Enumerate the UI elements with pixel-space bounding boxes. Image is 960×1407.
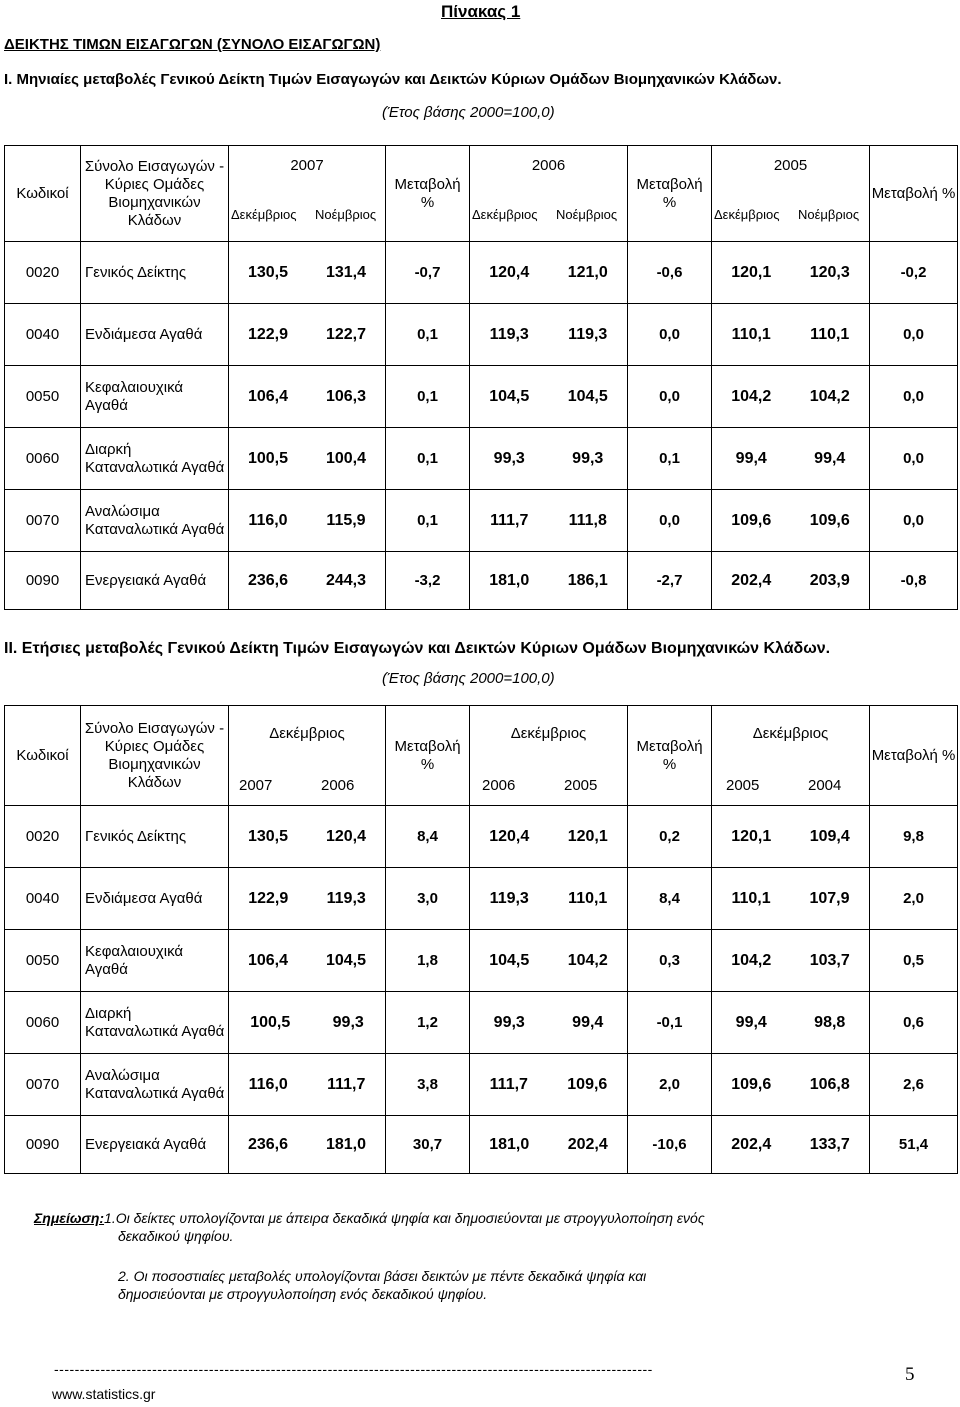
notes-heading: Σημείωση: [34,1210,105,1226]
change-value: -2,7 [628,552,712,610]
index-value: 120,3 [809,263,850,281]
col-group-header: Σύνολο Εισαγωγών - Κύριες Ομάδες Βιομηχανικών Κλάδων [81,146,229,242]
table-row [5,868,958,930]
change-header: Μεταβολή % [870,146,958,242]
year-label: 2005 [726,776,760,794]
value-pair-cell [712,304,870,366]
value-pair-cell [712,490,870,552]
index-value: 244,3 [325,571,367,589]
section2-title: II. Ετήσιες μεταβολές Γενικού Δείκτη Τιμών Εισαγωγών και Δεικτών Κύριων Ομάδων Βιομηχανικών Κλάδων. [4,640,831,657]
index-value: 120,4 [489,827,530,845]
value-pair-cell [470,1116,628,1174]
change-header: Μεταβολή % [386,146,470,242]
year-label: 2006 [321,776,355,794]
nov-label: Νοέμβριος [556,206,618,222]
index-value: 121,0 [567,263,608,281]
row-code: 0090 [5,1116,81,1174]
index-value: 115,9 [326,511,366,529]
value-pair-cell [229,1116,386,1174]
index-value: 120,4 [489,263,530,281]
row-label: Ενεργειακά Αγαθά [81,1116,229,1174]
value-pair-cell [470,428,628,490]
index-value: 100,4 [325,449,367,467]
table-number: Πίνακας 1 [441,2,521,21]
index-value: 104,5 [325,951,367,969]
change-value: 0,0 [628,304,712,366]
value-pair-cell [470,366,628,428]
index-value: 181,0 [325,1135,367,1153]
change-value: -0,6 [628,242,712,304]
change-value: -0,1 [628,992,712,1054]
year-label: 2005 [564,776,598,794]
value-pair-cell [712,1054,870,1116]
value-pair-cell [229,552,386,610]
change-value: 0,1 [386,366,470,428]
index-value: 103,7 [809,951,850,969]
index-value: 109,6 [567,1075,608,1093]
year-label: 2007 [239,776,273,794]
year-label: 2005 [773,156,808,174]
index-value: 109,4 [809,827,850,845]
value-pair-cell [712,868,870,930]
row-code: 0070 [5,1054,81,1116]
change-value: -0,8 [870,552,958,610]
value-pair-cell [712,930,870,992]
value-pair-cell [470,242,628,304]
col-code-header: Κωδικοί [5,706,81,806]
row-label: Αναλώσιμα Καταναλωτικά Αγαθά [81,1054,229,1116]
change-value: 8,4 [628,868,712,930]
table-row [5,992,958,1054]
index-value: 119,3 [489,325,529,343]
year-2006-header [470,146,628,242]
note-2-continued: δημοσιεύονται με στρογγυλοποίηση ενός δεκαδικού ψηφίου. [118,1286,488,1302]
value-pair-cell [229,806,386,868]
value-pair-cell [229,304,386,366]
index-value: 104,2 [731,387,772,405]
index-value: 122,9 [248,889,289,907]
table-row [5,304,958,366]
index-value: 99,4 [572,1013,604,1031]
change-value: 1,2 [386,992,470,1054]
change-value: 1,8 [386,930,470,992]
dec-label: Δεκέμβριος [510,724,587,742]
year-label: 2006 [531,156,566,174]
index-value: 110,1 [568,889,608,907]
index-value: 99,3 [493,1013,525,1031]
change-value: 0,0 [628,366,712,428]
value-pair-cell [229,428,386,490]
change-header: Μεταβολή % [628,706,712,806]
page-title: ΔΕΙΚΤΗΣ ΤΙΜΩΝ ΕΙΣΑΓΩΓΩΝ (ΣΥΝΟΛΟ ΕΙΣΑΓΩΓΩΝ) [4,36,381,53]
value-pair-cell [712,242,870,304]
value-pair-cell [470,868,628,930]
change-value: 3,8 [386,1054,470,1116]
dec-label: Δεκέμβριος [231,206,297,222]
year-label: 2007 [290,156,324,174]
index-value: 104,2 [809,387,850,405]
year-label: 2006 [482,776,516,794]
col-code-header: Κωδικοί [5,146,81,242]
value-pair-cell [229,490,386,552]
index-value: 109,6 [731,511,772,529]
index-value: 130,5 [247,827,289,845]
section1-base: (Έτος βάσης 2000=100,0) [382,104,555,121]
dec-label: Δεκέμβριος [269,724,345,742]
value-pair-cell [712,1116,870,1174]
row-code: 0050 [5,930,81,992]
change-value: 0,0 [870,304,958,366]
row-code: 0020 [5,806,81,868]
index-value: 122,7 [325,325,367,343]
index-value: 111,7 [490,511,529,529]
change-header: Μεταβολή % [870,706,958,806]
index-value: 203,9 [809,571,850,589]
value-pair-cell [470,930,628,992]
row-label: Γενικός Δείκτης [81,806,229,868]
index-value: 111,8 [568,511,607,529]
index-value: 104,5 [489,387,530,405]
note-1-continued: δεκαδικού ψηφίου. [118,1228,234,1244]
row-label: Ενδιάμεσα Αγαθά [81,304,229,366]
table-row [5,1116,958,1174]
change-value: 0,0 [870,366,958,428]
change-value: -3,2 [386,552,470,610]
change-value: 2,0 [870,868,958,930]
index-value: 104,2 [567,951,608,969]
col-group-header: Σύνολο Εισαγωγών - Κύριες Ομάδες Βιομηχανικών Κλάδων [81,706,229,806]
index-value: 133,7 [809,1135,850,1153]
index-value: 104,5 [489,951,530,969]
index-value: 120,4 [325,827,367,845]
change-value: 0,1 [386,304,470,366]
table-row [5,1054,958,1116]
row-label: Ενεργειακά Αγαθά [81,552,229,610]
dec-2006-2005-header [470,706,628,806]
row-label: Κεφαλαιουχικά Αγαθά [81,930,229,992]
row-code: 0070 [5,490,81,552]
value-pair-cell [470,806,628,868]
dec-2005-2004-header [712,706,870,806]
index-value: 111,7 [489,1075,528,1093]
row-code: 0040 [5,304,81,366]
value-pair-cell [470,552,628,610]
change-value: 0,6 [870,992,958,1054]
index-value: 111,7 [327,1075,366,1093]
section1-title: I. Μηνιαίες μεταβολές Γενικού Δείκτη Τιμών Εισαγωγών και Δεικτών Κύριων Ομάδων Βιομηχανικών Κλάδων. [4,71,782,88]
value-pair-cell [470,304,628,366]
index-value: 181,0 [489,571,530,589]
index-value: 98,8 [814,1013,846,1031]
index-value: 119,3 [489,889,529,907]
index-value: 236,6 [247,571,289,589]
change-value: 9,8 [870,806,958,868]
change-value: 2,6 [870,1054,958,1116]
row-label: Διαρκή Καταναλωτικά Αγαθά [81,992,229,1054]
change-value: -0,2 [870,242,958,304]
row-code: 0050 [5,366,81,428]
index-value: 106,8 [809,1075,850,1093]
index-value: 100,5 [247,449,289,467]
table-row [5,806,958,868]
value-pair-cell [712,552,870,610]
index-value: 110,1 [731,325,771,343]
index-value: 120,1 [731,263,772,281]
index-value: 202,4 [731,1135,772,1153]
index-value: 130,5 [247,263,289,281]
row-code: 0090 [5,552,81,610]
note-1 [34,1210,705,1226]
change-value: 51,4 [870,1116,958,1174]
index-value: 110,1 [810,325,850,343]
change-value: 0,1 [386,428,470,490]
value-pair-cell [229,242,386,304]
row-label: Διαρκή Καταναλωτικά Αγαθά [81,428,229,490]
table-row [5,366,958,428]
index-value: 99,3 [332,1013,364,1031]
monthly-table [4,145,958,610]
index-value: 181,0 [489,1135,530,1153]
index-value: 99,3 [572,449,604,467]
value-pair-cell [712,806,870,868]
value-pair-cell [712,366,870,428]
footer-website: www.statistics.gr [52,1386,156,1402]
index-value: 104,2 [731,951,772,969]
index-value: 120,1 [731,827,772,845]
row-label: Ενδιάμεσα Αγαθά [81,868,229,930]
change-value: 0,1 [386,490,470,552]
page-number: 5 [905,1364,915,1385]
table-row [5,930,958,992]
footer-rule: -------------------------------------------------------------------------------------------------------------------- [54,1361,653,1377]
dec-label: Δεκέμβριος [472,206,538,222]
index-value: 122,9 [247,325,289,343]
table-row [5,490,958,552]
dec-label: Δεκέμβριος [752,724,829,742]
index-value: 236,6 [247,1135,289,1153]
index-value: 106,3 [325,387,367,405]
change-value: 30,7 [386,1116,470,1174]
value-pair-cell [470,1054,628,1116]
index-value: 109,6 [809,511,850,529]
section2-base: (Έτος βάσης 2000=100,0) [382,670,555,687]
row-label: Κεφαλαιουχικά Αγαθά [81,366,229,428]
row-label: Αναλώσιμα Καταναλωτικά Αγαθά [81,490,229,552]
value-pair-cell [229,992,386,1054]
index-value: 99,4 [814,449,846,467]
change-value: -10,6 [628,1116,712,1174]
index-value: 99,3 [493,449,525,467]
year-label: 2004 [808,776,842,794]
row-code: 0020 [5,242,81,304]
change-value: 0,5 [870,930,958,992]
change-value: 0,2 [628,806,712,868]
annual-table [4,705,958,1174]
change-header: Μεταβολή % [628,146,712,242]
index-value: 116,0 [248,1075,288,1093]
table-row [5,428,958,490]
value-pair-cell [229,930,386,992]
note-2: 2. Οι ποσοστιαίες μεταβολές υπολογίζονται βάσει δεικτών με πέντε δεκαδικά ψηφία και [118,1268,647,1284]
change-value: 0,3 [628,930,712,992]
change-value: 2,0 [628,1054,712,1116]
index-value: 202,4 [731,571,772,589]
index-value: 100,5 [250,1013,291,1031]
index-value: 131,4 [325,263,367,281]
year-2005-header [712,146,870,242]
row-code: 0060 [5,992,81,1054]
nov-label: Νοέμβριος [798,206,860,222]
index-value: 110,1 [731,889,771,907]
index-value: 202,4 [567,1135,608,1153]
value-pair-cell [229,1054,386,1116]
value-pair-cell [470,490,628,552]
change-value: 3,0 [386,868,470,930]
dec-label: Δεκέμβριος [714,206,780,222]
index-value: 106,4 [247,387,289,405]
value-pair-cell [229,868,386,930]
change-value: 8,4 [386,806,470,868]
value-pair-cell [229,366,386,428]
index-value: 99,4 [735,449,767,467]
change-value: 0,0 [870,490,958,552]
value-pair-cell [470,992,628,1054]
index-value: 186,1 [567,571,608,589]
year-2007-header [229,146,386,242]
row-label: Γενικός Δείκτης [81,242,229,304]
value-pair-cell [712,428,870,490]
change-value: 0,0 [870,428,958,490]
dec-2007-2006-header [229,706,386,806]
change-header: Μεταβολή % [386,706,470,806]
change-value: 0,0 [628,490,712,552]
table-row [5,242,958,304]
change-value: -0,7 [386,242,470,304]
index-value: 99,4 [735,1013,767,1031]
index-value: 109,6 [731,1075,772,1093]
note-1-text: 1.Οι δείκτες υπολογίζονται με άπειρα δεκαδικά ψηφία και δημοσιεύονται με στρογγυλοποίηση ενός [104,1210,705,1226]
index-value: 106,4 [247,951,289,969]
index-value: 119,3 [326,889,366,907]
index-value: 119,3 [568,325,608,343]
row-code: 0060 [5,428,81,490]
nov-label: Νοέμβριος [315,206,377,222]
index-value: 116,0 [248,511,288,529]
change-value: 0,1 [628,428,712,490]
value-pair-cell [712,992,870,1054]
index-value: 104,5 [567,387,608,405]
table-row [5,552,958,610]
index-value: 107,9 [809,889,850,907]
index-value: 120,1 [567,827,608,845]
row-code: 0040 [5,868,81,930]
